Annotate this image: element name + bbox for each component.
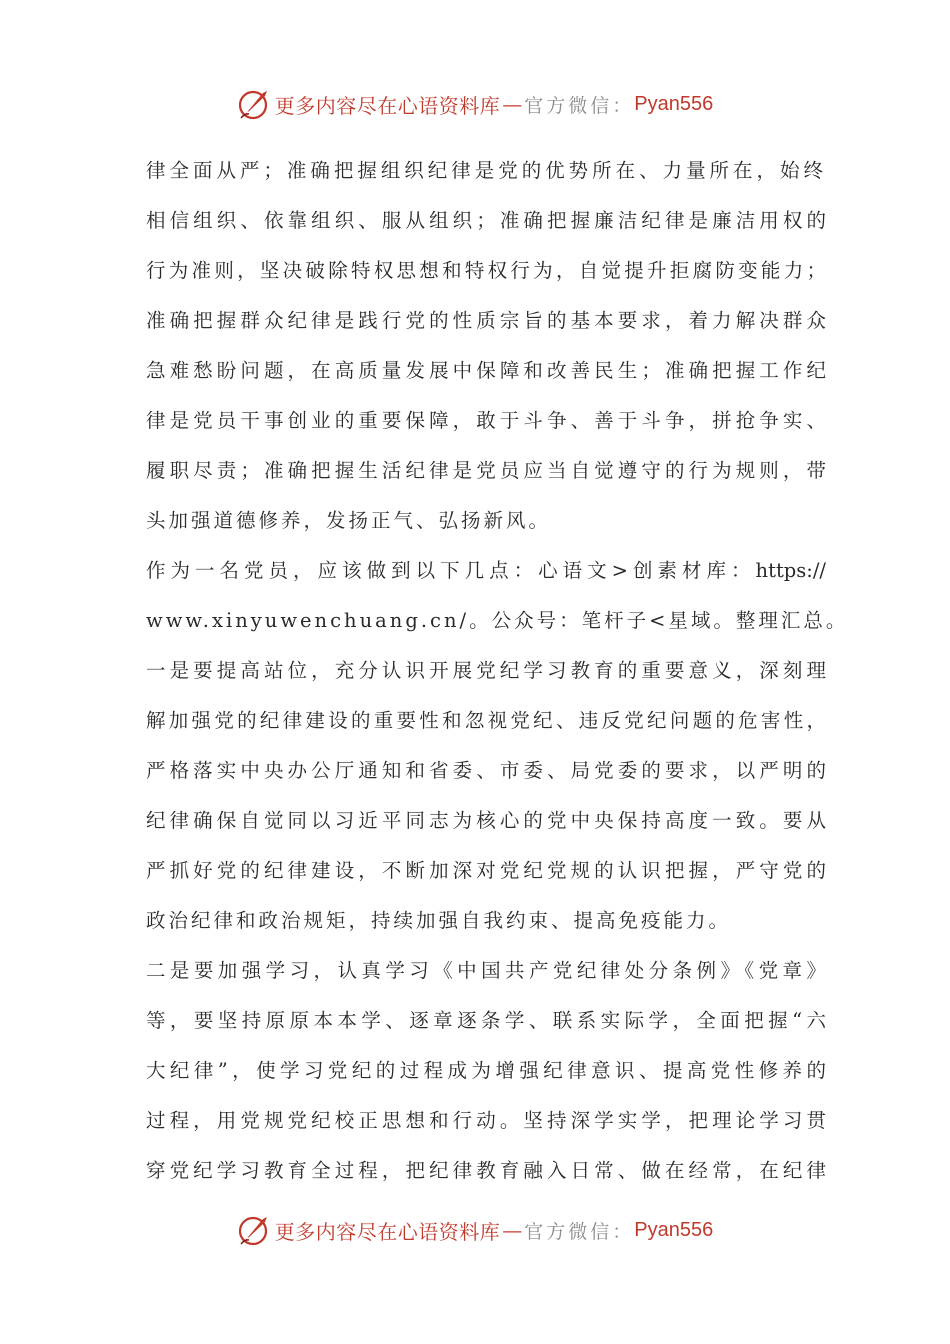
text-line: 相信组织、依靠组织、服从组织；准确把握廉洁纪律是廉洁用权的	[146, 209, 826, 232]
text-line: 头加强道德修养，发扬正气、弘扬新风。	[146, 509, 552, 532]
document-body	[146, 146, 849, 1196]
text-line: 等，要坚持原原本本学、逐章逐条学、联系实际学，全面把握“六	[146, 1009, 826, 1032]
quill-logo-icon	[237, 87, 271, 121]
text-line: www.xinyuwenchuang.cn/。公众号：笔杆子<星域。整理汇总。	[146, 609, 849, 632]
text-line: 穿党纪学习教育全过程，把纪律教育融入日常、做在经常，在纪律	[146, 1159, 826, 1182]
footer-banner	[0, 1210, 950, 1250]
text-line: 急难愁盼问题，在高质量发展中保障和改善民生；准确把握工作纪	[146, 359, 826, 382]
text-line: 行为准则，坚决破除特权思想和特权行为，自觉提升拒腐防变能力；	[146, 259, 826, 282]
header-banner	[0, 84, 950, 124]
header-wechat-id: Pyan556	[634, 92, 714, 115]
text-line: 二是要加强学习，认真学习《中国共产党纪律处分条例》《党章》	[146, 959, 826, 982]
text-line: 律是党员干事创业的重要保障，敢于斗争、善于斗争，拼抢争实、	[146, 409, 826, 432]
header-slogan: 更多内容尽在心语资料库	[274, 93, 501, 118]
footer-dash: —	[502, 1218, 523, 1242]
header-dash: —	[502, 92, 523, 116]
text-line: 纪律确保自觉同以习近平同志为核心的党中央保持高度一致。要从	[146, 809, 826, 832]
text-line: 履职尽责；准确把握生活纪律是党员应当自觉遵守的行为规则，带	[146, 459, 826, 482]
text-line: 严格落实中央办公厅通知和省委、市委、局党委的要求，以严明的	[146, 759, 826, 782]
text-line: 准确把握群众纪律是践行党的性质宗旨的基本要求，着力解决群众	[146, 309, 826, 332]
text-line: 律全面从严；准确把握组织纪律是党的优势所在、力量所在，始终	[146, 159, 826, 182]
text-line: 过程，用党规党纪校正思想和行动。坚持深学实学，把理论学习贯	[146, 1109, 826, 1132]
header-wechat-label: 官方微信：	[524, 94, 635, 117]
text-line: 一是要提高站位，充分认识开展党纪学习教育的重要意义，深刻理	[146, 659, 826, 682]
text-line: 政治纪律和政治规矩，持续加强自我约束、提高免疫能力。	[146, 909, 732, 932]
footer-wechat-id: Pyan556	[634, 1218, 714, 1241]
quill-logo-icon	[237, 1213, 271, 1247]
text-line: 解加强党的纪律建设的重要性和忽视党纪、违反党纪问题的危害性，	[146, 709, 826, 732]
text-line: 大纪律”，使学习党纪的过程成为增强纪律意识、提高党性修养的	[146, 1059, 826, 1082]
text-line: 严抓好党的纪律建设，不断加深对党纪党规的认识把握，严守党的	[146, 859, 826, 882]
text-line: 作为一名党员，应该做到以下几点：心语文>创素材库：https://	[146, 559, 826, 582]
footer-wechat-label: 官方微信：	[524, 1220, 635, 1243]
footer-slogan: 更多内容尽在心语资料库	[274, 1219, 501, 1244]
